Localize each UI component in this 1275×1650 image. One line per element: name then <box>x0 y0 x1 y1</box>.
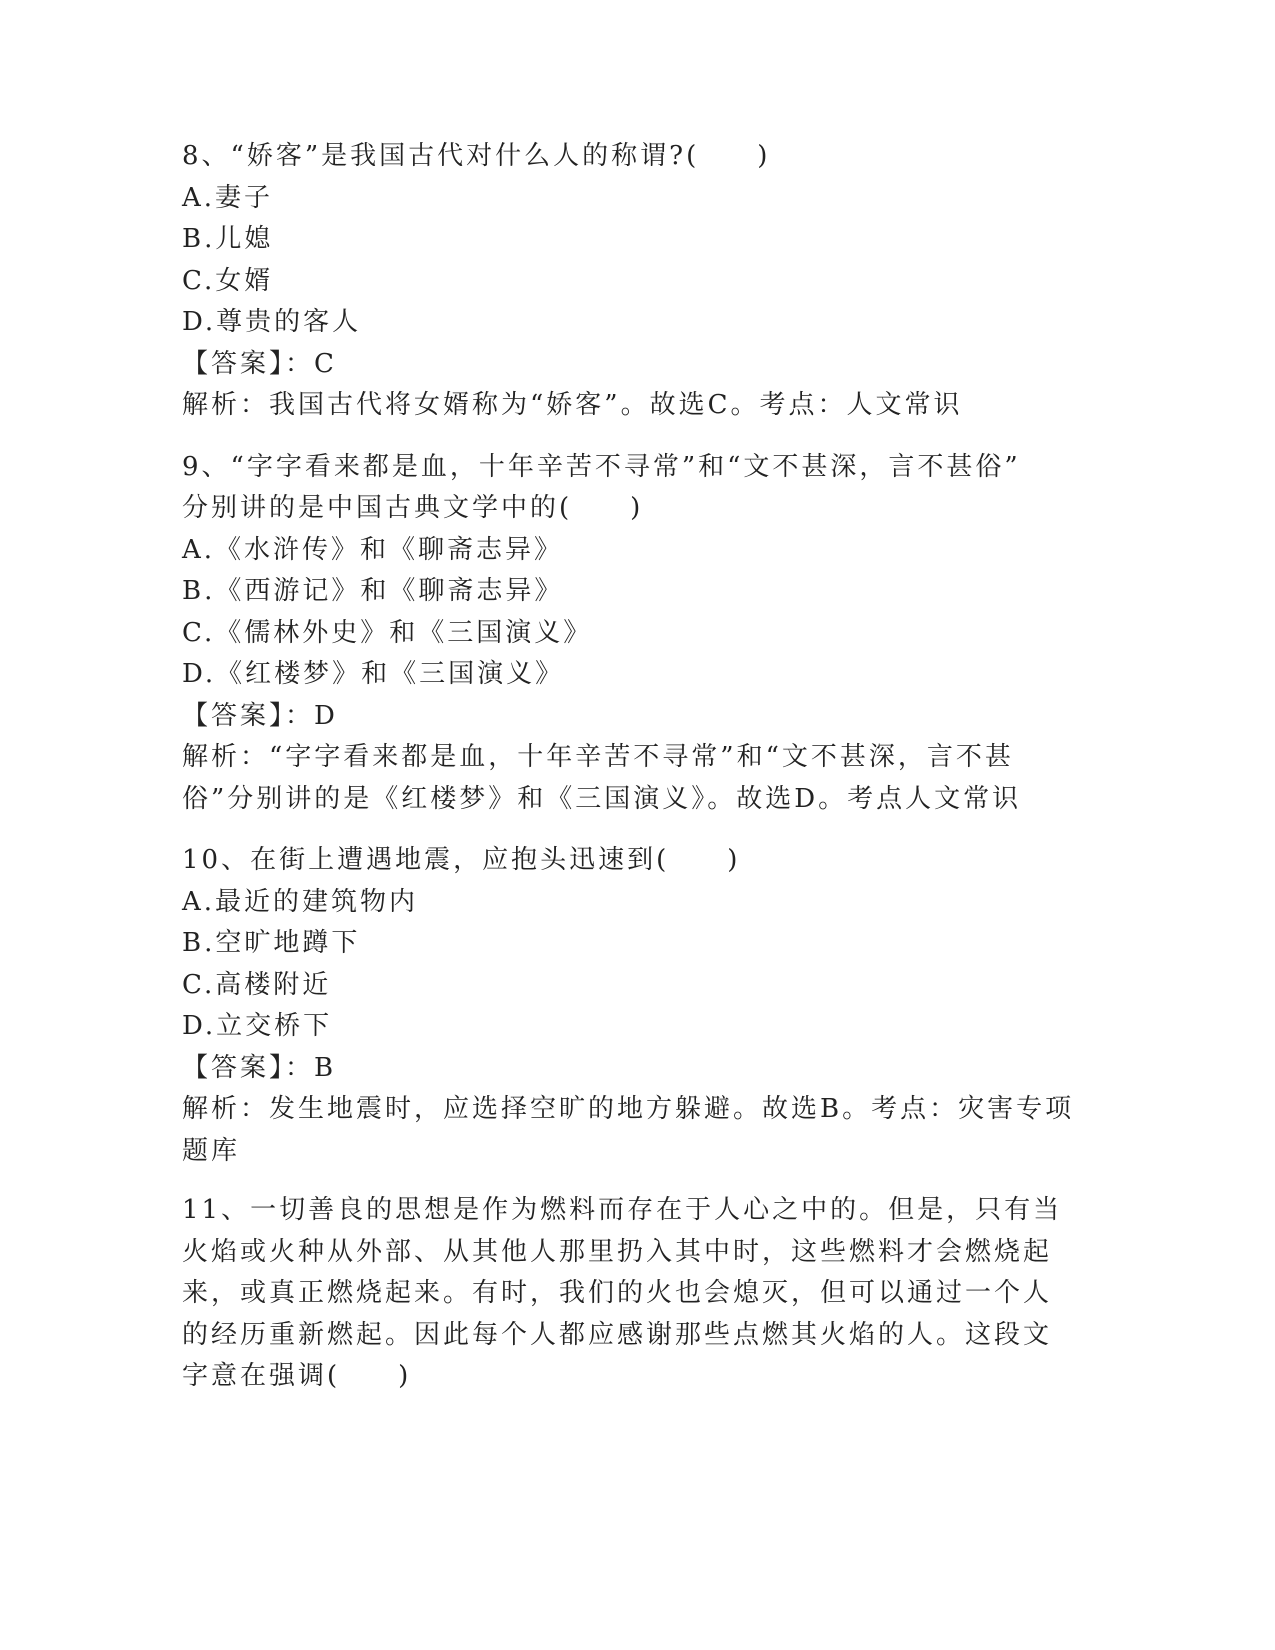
option-b: B.儿媳 <box>182 224 274 254</box>
option-c: C.《儒林外史》和《三国演义》 <box>182 617 593 648</box>
analysis: 解析：我国古代将女婿称为“娇客”。故选C。考点：人文常识 <box>182 390 963 420</box>
question-11 <box>182 1190 1062 1398</box>
analysis-line-2: 题库 <box>182 1135 241 1166</box>
option-b: B.空旷地蹲下 <box>182 928 361 958</box>
option-a: A.妻子 <box>182 182 274 213</box>
analysis-line-1: 解析：发生地震时，应选择空旷的地方躲避。故选B。考点：灾害专项 <box>182 1094 1075 1124</box>
answer: 【答案】：B <box>182 1052 337 1083</box>
question-stem-line-1: 9、“字字看来都是血，十年辛苦不寻常”和“文不甚深，言不甚俗” <box>182 451 1021 482</box>
analysis-line-2: 俗”分别讲的是《红楼梦》和《三国演义》。故选D。考点人文常识 <box>182 783 1022 814</box>
option-b: B.《西游记》和《聊斋志异》 <box>182 576 564 606</box>
question-stem-line-5: 字意在强调( ) <box>182 1361 412 1391</box>
option-d: D.立交桥下 <box>182 1011 333 1041</box>
option-a: A.《水浒传》和《聊斋志异》 <box>182 534 564 565</box>
option-a: A.最近的建筑物内 <box>182 886 419 917</box>
option-c: C.女婿 <box>182 265 274 296</box>
answer: 【答案】：C <box>182 348 337 379</box>
question-stem-line-2: 分别讲的是中国古典文学中的( ) <box>182 493 644 523</box>
question-8 <box>182 136 1062 427</box>
question-stem-line-3: 来，或真正燃烧起来。有时，我们的火也会熄灭，但可以通过一个人 <box>182 1278 1053 1308</box>
question-stem-line-2: 火焰或火种从外部、从其他人那里扔入其中时，这些燃料才会燃烧起 <box>182 1236 1053 1267</box>
analysis-line-1: 解析：“字字看来都是血，十年辛苦不寻常”和“文不甚深，言不甚 <box>182 742 1014 772</box>
option-d: D.《红楼梦》和《三国演义》 <box>182 659 565 689</box>
question-stem-line-4: 的经历重新燃起。因此每个人都应感谢那些点燃其火焰的人。这段文 <box>182 1319 1053 1350</box>
question-stem: 8、“娇客”是我国古代对什么人的称谓?( ) <box>182 141 771 171</box>
answer: 【答案】：D <box>182 700 338 731</box>
question-stem-line-1: 11、一切善良的思想是作为燃料而存在于人心之中的。但是，只有当 <box>182 1195 1063 1225</box>
option-c: C.高楼附近 <box>182 969 332 1000</box>
option-d: D.尊贵的客人 <box>182 307 362 337</box>
question-9 <box>182 447 1062 821</box>
question-10 <box>182 840 1075 1172</box>
question-stem: 10、在街上遭遇地震，应抱头迅速到( ) <box>182 845 741 875</box>
document-page <box>182 136 1075 1418</box>
